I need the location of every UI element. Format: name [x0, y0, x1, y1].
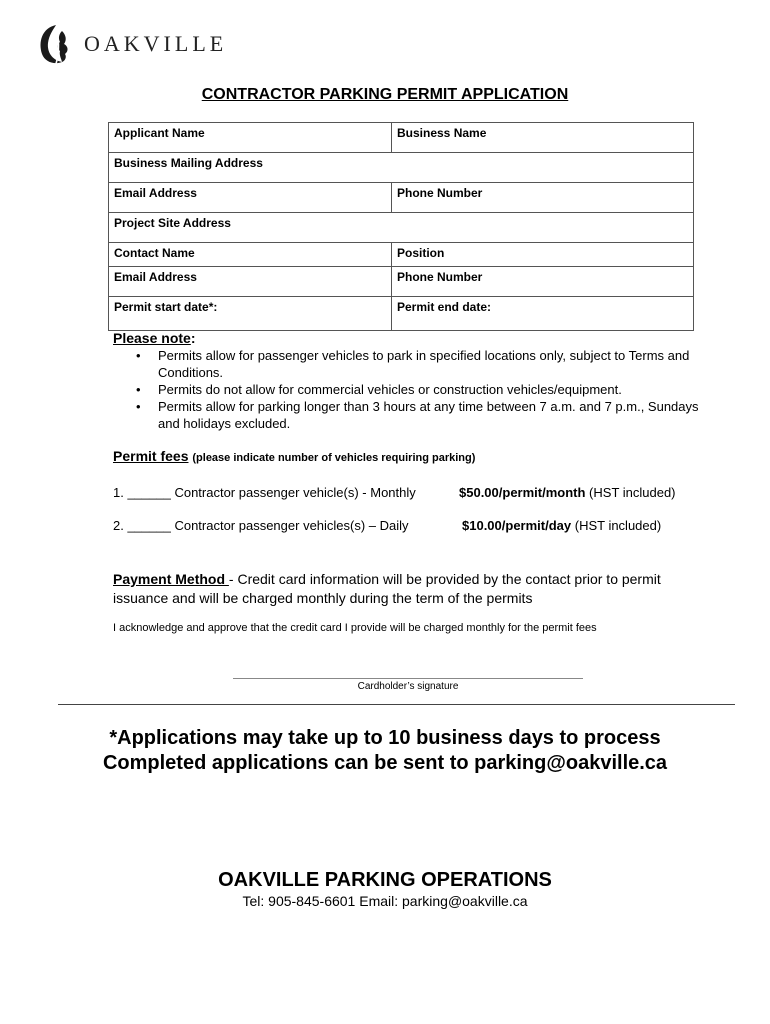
project-site-address-field[interactable]: Project Site Address — [109, 213, 694, 243]
list-item: • Permits do not allow for commercial vehicles or construction vehicles/equipment. — [158, 381, 713, 398]
business-mailing-address-field[interactable]: Business Mailing Address — [109, 153, 694, 183]
contact-email-address-field[interactable]: Email Address — [109, 267, 392, 297]
page-title: CONTRACTOR PARKING PERMIT APPLICATION — [201, 86, 569, 103]
contact-name-field[interactable]: Contact Name — [109, 243, 392, 267]
fee-option-daily[interactable] — [113, 518, 662, 533]
email-address-field[interactable]: Email Address — [109, 183, 392, 213]
fee-option-monthly[interactable] — [113, 485, 676, 500]
phone-number-field[interactable]: Phone Number — [392, 183, 694, 213]
list-item: • Permits allow for parking longer than 3 hours at any time between 7 a.m. and 7 p.m., Sundays and holidays excluded. — [158, 398, 713, 432]
payment-method-text: Payment Method - Credit card information will be provided by the contact prior to permit issuance and will be charged monthly during the term of the permits — [113, 571, 661, 606]
oak-leaf-icon — [36, 22, 76, 66]
divider — [58, 704, 735, 705]
fee-label: 1. ______ Contractor passenger vehicle(s) - Monthly — [113, 485, 416, 500]
oakville-logo — [36, 22, 227, 66]
submission-notice: Completed applications can be sent to parking@oakville.ca — [102, 752, 668, 774]
application-form-table — [108, 122, 694, 331]
footer-contact: Tel: 905-845-6601 Email: parking@oakville.ca — [242, 893, 528, 909]
please-note-heading: Please note: — [113, 330, 196, 346]
list-item: • Permits allow for passenger vehicles to park in specified locations only, subject to Terms and Conditions. — [158, 347, 713, 381]
permit-fees-heading: Permit fees (please indicate number of vehicles requiring parking) — [113, 448, 476, 464]
permit-fees-instruction: (please indicate number of vehicles requiring parking) — [192, 452, 476, 464]
permit-start-date-field[interactable]: Permit start date*: — [109, 297, 392, 331]
permit-end-date-field[interactable]: Permit end date: — [392, 297, 694, 331]
payment-method-label: Payment Method — [113, 571, 229, 587]
signature-line[interactable] — [233, 678, 583, 679]
business-name-field[interactable]: Business Name — [392, 123, 694, 153]
contact-phone-number-field[interactable]: Phone Number — [392, 267, 694, 297]
logo-wordmark: OAKVILLE — [84, 31, 228, 56]
applicant-name-field[interactable]: Applicant Name — [109, 123, 392, 153]
fee-price: $10.00/permit/day (HST included) — [462, 518, 662, 533]
signature-label: Cardholder’s signature — [357, 681, 459, 692]
fee-label: 2. ______ Contractor passenger vehicles(s) – Daily — [113, 518, 409, 533]
fee-price: $50.00/permit/month (HST included) — [459, 485, 676, 500]
position-field[interactable]: Position — [392, 243, 694, 267]
processing-notice: *Applications may take up to 10 business days to process — [109, 727, 661, 749]
notes-list — [113, 347, 713, 432]
footer-org-name: OAKVILLE PARKING OPERATIONS — [218, 869, 552, 891]
acknowledgement-text: I acknowledge and approve that the credit card I provide will be charged monthly for the permit fees — [113, 622, 597, 634]
